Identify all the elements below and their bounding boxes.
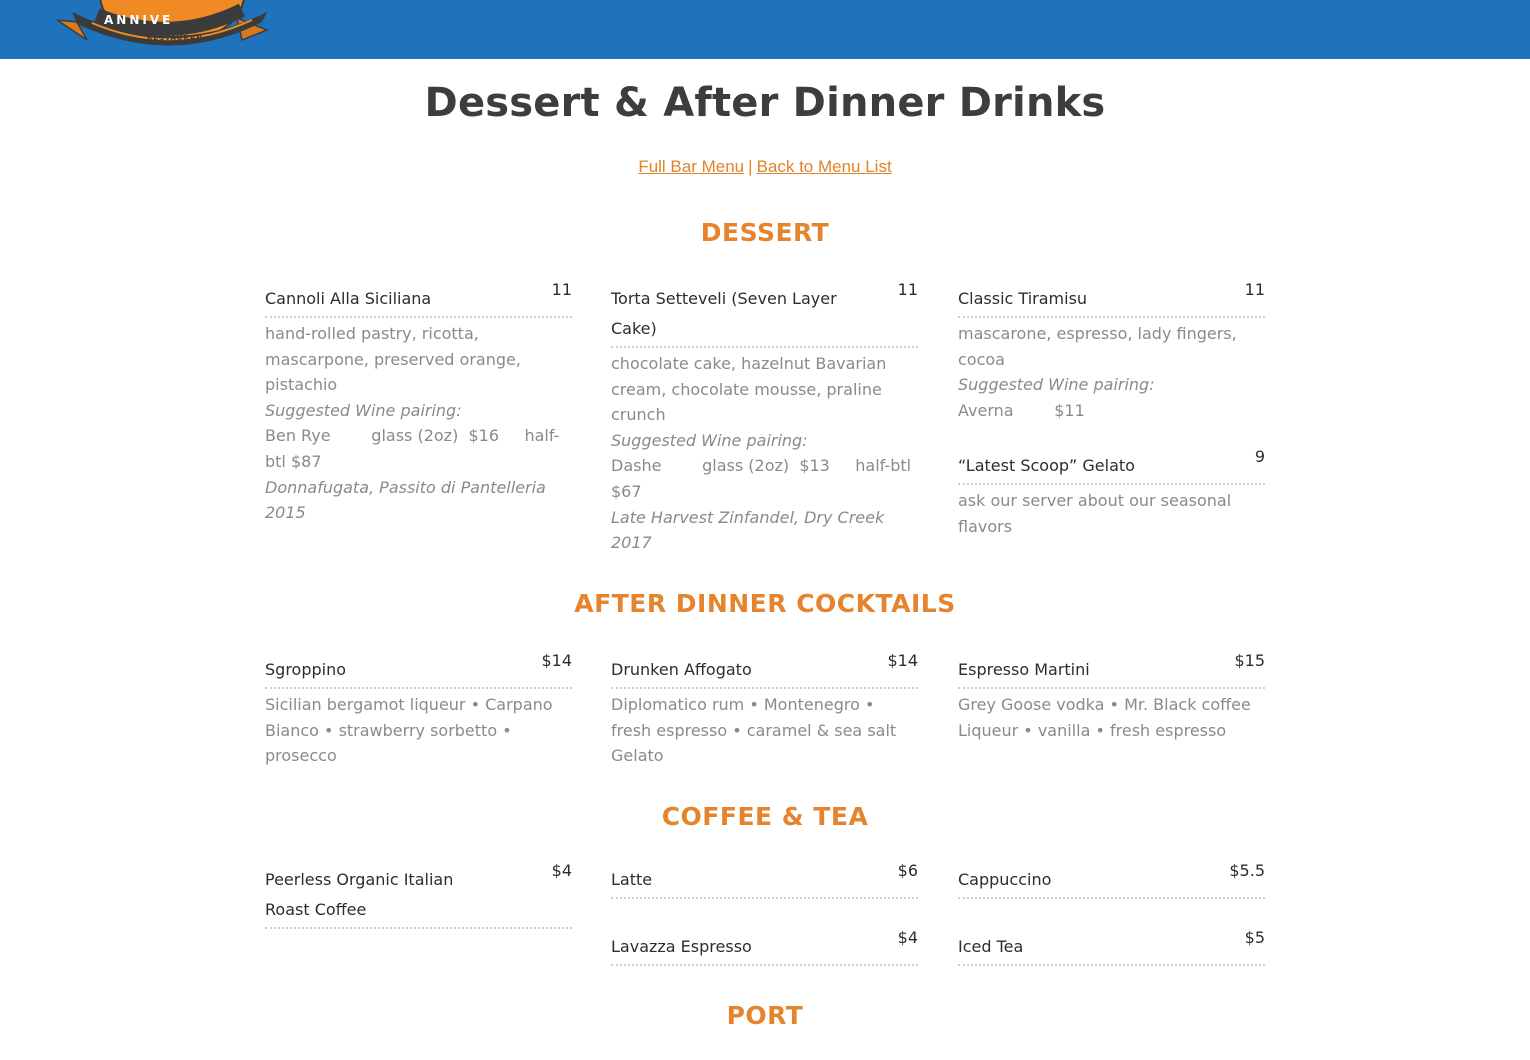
logo-badge-icon [52, 0, 302, 50]
item-price: 11 [551, 280, 572, 299]
page-title: Dessert & After Dinner Drinks [424, 80, 1106, 126]
item-description: Sicilian bergamot liqueur • Carpano Bianco • strawberry sorbetto • prosecco [265, 695, 553, 766]
item-description: Grey Goose vodka • Mr. Black coffee Liqueur • vanilla • fresh espresso [958, 695, 1251, 740]
item-name: Cappuccino [958, 870, 1052, 889]
restaurant-logo[interactable] [52, 0, 302, 50]
item-price: $14 [887, 651, 918, 670]
section-title-coffee-tea: COFFEE & TEA [661, 802, 869, 831]
item-header [265, 861, 572, 929]
logo-text-bottom: RESTAURAN [147, 34, 203, 42]
item-header [611, 651, 918, 689]
item-header [958, 447, 1265, 485]
menu-item-cappuccino [958, 861, 1265, 899]
item-header [611, 928, 918, 966]
wine-pairing-note: Late Harvest Zinfandel, Dry Creek 2017 [611, 507, 885, 553]
item-price: $4 [897, 928, 918, 947]
section-title-cocktails: AFTER DINNER COCKTAILS [574, 589, 956, 618]
logo-text-top: ANNIVE [104, 13, 174, 27]
item-price: $5 [1244, 928, 1265, 947]
item-header [611, 861, 918, 899]
item-name: Iced Tea [958, 937, 1024, 956]
link-separator: | [748, 157, 753, 176]
wine-pairing-label: Suggested Wine pairing: [958, 375, 1155, 395]
menu-links [0, 157, 1530, 177]
item-name: Latte [611, 870, 653, 889]
full-bar-menu-link[interactable]: Full Bar Menu [638, 157, 745, 176]
item-price: $14 [541, 651, 572, 670]
item-price: $6 [897, 861, 918, 880]
item-description: hand-rolled pastry, ricotta, mascarpone, preserved orange, pistachio [265, 324, 521, 395]
wine-pairing-line: Ben Rye glass (2oz) $16 half-btl $87 [265, 426, 560, 471]
menu-item-roast-coffee [265, 861, 572, 929]
wine-pairing-label: Suggested Wine pairing: [611, 430, 808, 450]
item-description: ask our server about our seasonal flavors [958, 491, 1232, 536]
wine-pairing-line: Dashe glass (2oz) $13 half-btl $67 [611, 456, 917, 501]
item-header [611, 280, 918, 348]
item-price: 11 [897, 280, 918, 299]
section-title-dessert: DESSERT [700, 218, 830, 247]
item-description: mascarone, espresso, lady fingers, cocoa [958, 324, 1237, 369]
menu-item-sgroppino [265, 651, 572, 769]
item-price: $15 [1234, 651, 1265, 670]
item-name: Torta Setteveli (Seven Layer Cake) [611, 289, 837, 338]
menu-item-torta-setteveli [611, 280, 918, 556]
item-name: Lavazza Espresso [611, 937, 752, 956]
item-price: 11 [1244, 280, 1265, 299]
item-name: Espresso Martini [958, 660, 1090, 679]
item-price: $5.5 [1229, 861, 1265, 880]
menu-item-drunken-affogato [611, 651, 918, 769]
item-price: $4 [551, 861, 572, 880]
item-header [265, 280, 572, 318]
wine-pairing-note: Donnafugata, Passito di Pantelleria 2015 [265, 477, 546, 523]
item-name: Classic Tiramisu [958, 289, 1088, 308]
item-header [958, 280, 1265, 318]
item-header [958, 861, 1265, 899]
header-bar [0, 0, 1530, 59]
wine-pairing-label: Suggested Wine pairing: [265, 400, 462, 420]
item-price: 9 [1254, 447, 1265, 466]
item-description: Diplomatico rum • Montenegro • fresh espresso • caramel & sea salt Gelato [611, 695, 897, 766]
menu-item-latte [611, 861, 918, 899]
menu-item-gelato [958, 447, 1265, 539]
wine-pairing-line: Averna $11 [958, 400, 1085, 420]
menu-item-lavazza-espresso [611, 928, 918, 966]
section-title-port: PORT [726, 1001, 804, 1030]
item-header [958, 651, 1265, 689]
back-to-menu-list-link[interactable]: Back to Menu List [756, 157, 892, 176]
item-description: chocolate cake, hazelnut Bavarian cream, chocolate mousse, praline crunch [611, 354, 887, 425]
menu-item-espresso-martini [958, 651, 1265, 743]
menu-item-iced-tea [958, 928, 1265, 966]
item-name: Sgroppino [265, 660, 347, 679]
item-name: Peerless Organic Italian Roast Coffee [265, 870, 454, 919]
item-header [265, 651, 572, 689]
item-name: Drunken Affogato [611, 660, 752, 679]
menu-item-tiramisu [958, 280, 1265, 423]
item-header [958, 928, 1265, 966]
menu-item-cannoli [265, 280, 572, 526]
item-name: Cannoli Alla Siciliana [265, 289, 432, 308]
item-name: “Latest Scoop” Gelato [958, 456, 1135, 475]
